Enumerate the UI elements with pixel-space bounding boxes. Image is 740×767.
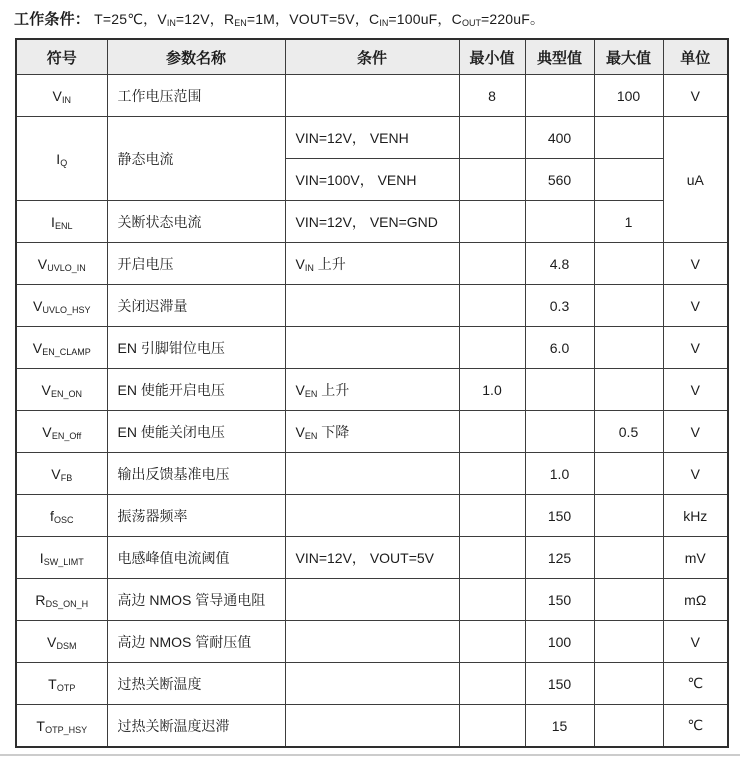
cell-condition: $V_{IN}$ 上升 [285, 243, 459, 285]
cell-min [459, 117, 525, 159]
cell-unit: kHz [663, 495, 728, 537]
cell-min: 1.0 [459, 369, 525, 411]
cell-unit: ℃ [663, 705, 728, 748]
cell-typ [525, 75, 594, 117]
cell-symbol: $f_{OSC}$ [16, 495, 107, 537]
cell-symbol: $V_{EN\_Off}$ [16, 411, 107, 453]
cell-condition: VIN=12V， VOUT=5V [285, 537, 459, 579]
cell-unit: V [663, 369, 728, 411]
column-header-max: 最大值 [594, 39, 663, 75]
cell-param: 关断状态电流 [107, 201, 285, 243]
table-row [16, 663, 728, 705]
cell-min [459, 411, 525, 453]
cell-typ: 1.0 [525, 453, 594, 495]
operating-conditions-line [14, 8, 544, 29]
cell-param: 关闭迟滞量 [107, 285, 285, 327]
cell-typ: 560 [525, 159, 594, 201]
cell-param: EN 使能开启电压 [107, 369, 285, 411]
cell-unit: V [663, 327, 728, 369]
cell-condition [285, 453, 459, 495]
table-row [16, 621, 728, 663]
cell-param: EN 使能关闭电压 [107, 411, 285, 453]
cell-symbol: $V_{FB}$ [16, 453, 107, 495]
column-header-symbol: 符号 [16, 39, 107, 75]
cell-param: 开启电压 [107, 243, 285, 285]
cell-condition [285, 285, 459, 327]
cell-max: 1 [594, 201, 663, 243]
cell-max [594, 285, 663, 327]
table-row [16, 327, 728, 369]
cell-param: 输出反馈基准电压 [107, 453, 285, 495]
cell-param: 振荡器频率 [107, 495, 285, 537]
cell-symbol: $T_{OTP\_HSY}$ [16, 705, 107, 748]
cell-max [594, 117, 663, 159]
column-header-min: 最小值 [459, 39, 525, 75]
cell-max [594, 537, 663, 579]
cell-symbol: $V_{DSM}$ [16, 621, 107, 663]
cell-min [459, 495, 525, 537]
table-row [16, 495, 728, 537]
cell-param: EN 引脚钳位电压 [107, 327, 285, 369]
cell-symbol: $V_{IN}$ [16, 75, 107, 117]
header-row [16, 39, 728, 75]
table-row [16, 579, 728, 621]
cell-min [459, 705, 525, 748]
cell-max [594, 369, 663, 411]
table-row [16, 285, 728, 327]
cell-min [459, 621, 525, 663]
table-row [16, 537, 728, 579]
table-row [16, 75, 728, 117]
cell-max [594, 663, 663, 705]
cell-min: 8 [459, 75, 525, 117]
cell-symbol: $V_{UVLO\_IN}$ [16, 243, 107, 285]
table-row [16, 705, 728, 748]
cell-unit: V [663, 621, 728, 663]
cell-typ: 150 [525, 579, 594, 621]
cell-param: 高边 NMOS 管导通电阻 [107, 579, 285, 621]
cell-unit: uA [663, 117, 728, 243]
cell-max [594, 243, 663, 285]
cell-typ: 0.3 [525, 285, 594, 327]
bottom-divider [0, 754, 740, 756]
cell-symbol: $V_{EN\_CLAMP}$ [16, 327, 107, 369]
cell-symbol: $I_{SW\_LIMT}$ [16, 537, 107, 579]
cell-condition [285, 327, 459, 369]
cell-condition [285, 705, 459, 748]
cell-max [594, 453, 663, 495]
cell-condition: $V_{EN}$ 上升 [285, 369, 459, 411]
cell-unit: V [663, 453, 728, 495]
cell-condition: VIN=12V， VEN=GND [285, 201, 459, 243]
cell-unit: ℃ [663, 663, 728, 705]
cell-max [594, 159, 663, 201]
cell-symbol: $T_{OTP}$ [16, 663, 107, 705]
cell-typ [525, 201, 594, 243]
operating-conditions-values: T=25℃，$V_{IN}=12V$，$R_{EN}=1M$，VOUT=5V，$C_{IN}=100uF$，$C_{OUT}=220uF$。 [94, 11, 545, 28]
cell-unit: V [663, 243, 728, 285]
cell-condition [285, 75, 459, 117]
cell-param: 电感峰值电流阈值 [107, 537, 285, 579]
cell-unit: mΩ [663, 579, 728, 621]
cell-condition: VIN=100V， VENH [285, 159, 459, 201]
cell-min [459, 327, 525, 369]
cell-symbol: $I_Q$ [16, 117, 107, 201]
cell-typ: 150 [525, 663, 594, 705]
cell-typ: 6.0 [525, 327, 594, 369]
cell-symbol: $I_{ENL}$ [16, 201, 107, 243]
cell-typ: 4.8 [525, 243, 594, 285]
cell-typ: 125 [525, 537, 594, 579]
spec-table [15, 38, 729, 748]
column-header-typ: 典型值 [525, 39, 594, 75]
cell-param: 过热关断温度 [107, 663, 285, 705]
cell-max [594, 705, 663, 748]
cell-max: 0.5 [594, 411, 663, 453]
cell-symbol: $V_{EN\_ON}$ [16, 369, 107, 411]
cell-min [459, 243, 525, 285]
table-row [16, 243, 728, 285]
cell-param: 高边 NMOS 管耐压值 [107, 621, 285, 663]
cell-max [594, 327, 663, 369]
table-row [16, 369, 728, 411]
cell-condition [285, 495, 459, 537]
cell-typ: 400 [525, 117, 594, 159]
cell-symbol: $V_{UVLO\_HSY}$ [16, 285, 107, 327]
cell-condition: VIN=12V， VENH [285, 117, 459, 159]
cell-unit: V [663, 285, 728, 327]
cell-min [459, 663, 525, 705]
cell-min [459, 159, 525, 201]
cell-condition [285, 663, 459, 705]
cell-param: 过热关断温度迟滞 [107, 705, 285, 748]
cell-typ: 15 [525, 705, 594, 748]
cell-typ: 100 [525, 621, 594, 663]
cell-min [459, 579, 525, 621]
cell-min [459, 453, 525, 495]
cell-max [594, 579, 663, 621]
cell-condition: $V_{EN}$ 下降 [285, 411, 459, 453]
cell-typ: 150 [525, 495, 594, 537]
cell-max [594, 621, 663, 663]
cell-min [459, 285, 525, 327]
cell-max [594, 495, 663, 537]
operating-conditions-label: 工作条件： [14, 11, 91, 28]
cell-min [459, 201, 525, 243]
cell-unit: V [663, 411, 728, 453]
table-row [16, 117, 728, 159]
cell-condition [285, 621, 459, 663]
table-row [16, 201, 728, 243]
cell-param: 静态电流 [107, 117, 285, 201]
cell-typ [525, 369, 594, 411]
table-row [16, 453, 728, 495]
cell-unit: V [663, 75, 728, 117]
cell-max: 100 [594, 75, 663, 117]
column-header-param: 参数名称 [107, 39, 285, 75]
column-header-condition: 条件 [285, 39, 459, 75]
cell-min [459, 537, 525, 579]
column-header-unit: 单位 [663, 39, 728, 75]
cell-condition [285, 579, 459, 621]
cell-typ [525, 411, 594, 453]
cell-symbol: $R_{DS\_ON\_H}$ [16, 579, 107, 621]
cell-param: 工作电压范围 [107, 75, 285, 117]
table-row [16, 411, 728, 453]
cell-unit: mV [663, 537, 728, 579]
